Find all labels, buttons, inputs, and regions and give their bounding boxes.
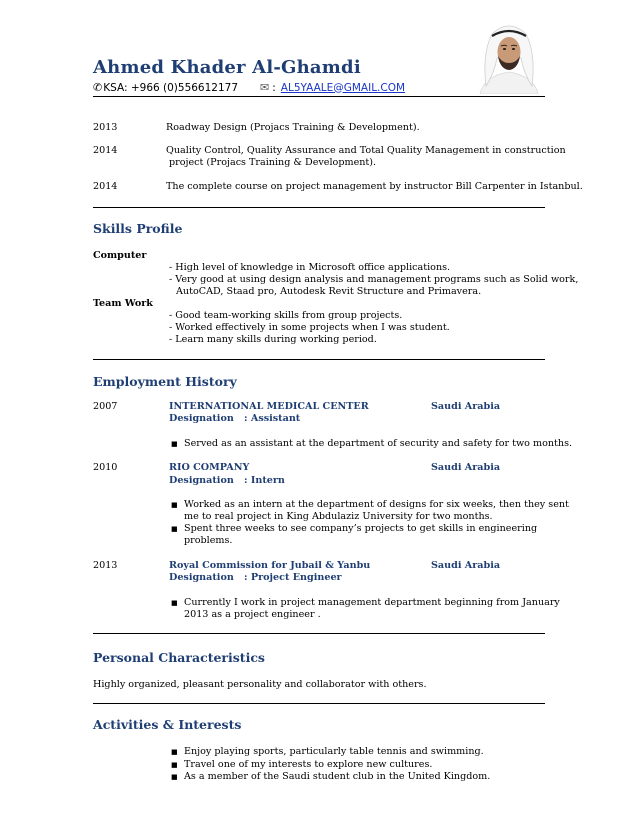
job-country: Saudi Arabia: [431, 401, 501, 412]
course-year: 2014: [93, 181, 118, 192]
section-divider: [93, 703, 545, 704]
skill-line: - Good team-working skills from group projects.: [169, 310, 403, 321]
job-year: 2007: [93, 401, 118, 412]
email-link[interactable]: AL5YAALE@GMAIL.COM: [280, 81, 406, 94]
activities-title: Activities & Interests: [93, 717, 242, 732]
section-divider: [93, 359, 545, 360]
employment-title: Employment History: [93, 374, 237, 389]
skill-group-label: Team Work: [93, 298, 153, 309]
job-year: 2010: [93, 462, 118, 473]
activity-item: As a member of the Saudi student club in the United Kingdom.: [184, 771, 491, 782]
skill-line: - Very good at using design analysis and management programs such as Solid work,: [169, 274, 579, 285]
bullet-icon: ■: [171, 525, 178, 533]
bullet-icon: ■: [171, 440, 178, 448]
designation-label: Designation: [169, 413, 234, 424]
phone-icon: ✆: [93, 81, 103, 94]
job-country: Saudi Arabia: [431, 462, 501, 473]
course-text: Roadway Design (Projacs Training & Development).: [166, 122, 420, 133]
email-prefix: :: [272, 81, 276, 94]
candidate-name: Ahmed Khader Al-Ghamdi: [93, 57, 361, 78]
course-text: Quality Control, Quality Assurance and Total Quality Management in construction: [166, 145, 566, 156]
job-bullet-text: 2013 as a project engineer .: [184, 609, 321, 620]
job-designation: : Intern: [244, 475, 285, 486]
activity-item: Travel one of my interests to explore new cultures.: [184, 759, 433, 770]
personal-title: Personal Characteristics: [93, 650, 265, 665]
profile-photo: [474, 14, 544, 94]
activity-item: Enjoy playing sports, particularly table tennis and swimming.: [184, 746, 484, 757]
job-country: Saudi Arabia: [431, 560, 501, 571]
skill-line: - Learn many skills during working period.: [169, 334, 377, 345]
bullet-icon: ■: [171, 501, 178, 509]
envelope-icon: ✉: [260, 81, 270, 94]
job-bullet-text: problems.: [184, 535, 233, 546]
skill-line: - Worked effectively in some projects when I was student.: [169, 322, 450, 333]
bullet-icon: ■: [171, 748, 178, 756]
designation-label: Designation: [169, 475, 234, 486]
course-text: project (Projacs Training & Development).: [169, 157, 377, 168]
skill-line: AutoCAD, Staad pro, Autodesk Revit Structure and Primavera.: [176, 286, 482, 297]
job-company: INTERNATIONAL MEDICAL CENTER: [169, 401, 369, 412]
job-designation: : Project Engineer: [244, 572, 342, 583]
job-bullet-text: Spent three weeks to see company’s projects to get skills in engineering: [184, 523, 538, 534]
job-year: 2013: [93, 560, 118, 571]
job-bullet-text: me to real project in King Abdulaziz University for two months.: [184, 511, 493, 522]
designation-label: Designation: [169, 572, 234, 583]
skill-group-label: Computer: [93, 250, 147, 261]
skill-line: - High level of knowledge in Microsoft office applications.: [169, 262, 451, 273]
job-bullet-text: Worked as an intern at the department of designs for six weeks, then they sent: [184, 499, 569, 510]
bullet-icon: ■: [171, 773, 178, 781]
job-designation: : Assistant: [244, 413, 301, 424]
section-divider: [93, 633, 545, 634]
phone-number: KSA: +966 (0)556612177: [103, 81, 239, 94]
section-divider: [93, 207, 545, 208]
course-year: 2014: [93, 145, 118, 156]
bullet-icon: ■: [171, 599, 178, 607]
course-text: The complete course on project management by instructor Bill Carpenter in Istanbul.: [166, 181, 583, 192]
header-divider: [93, 96, 545, 97]
job-bullet-text: Currently I work in project management department beginning from January: [184, 597, 560, 608]
job-company: Royal Commission for Jubail & Yanbu: [169, 560, 371, 571]
course-year: 2013: [93, 122, 118, 133]
contact-line: [93, 81, 405, 94]
personal-text: Highly organized, pleasant personality and collaborator with others.: [93, 679, 427, 690]
skills-title: Skills Profile: [93, 221, 183, 236]
job-bullet-text: Served as an assistant at the department of security and safety for two months.: [184, 438, 573, 449]
bullet-icon: ■: [171, 761, 178, 769]
job-company: RIO COMPANY: [169, 462, 250, 473]
